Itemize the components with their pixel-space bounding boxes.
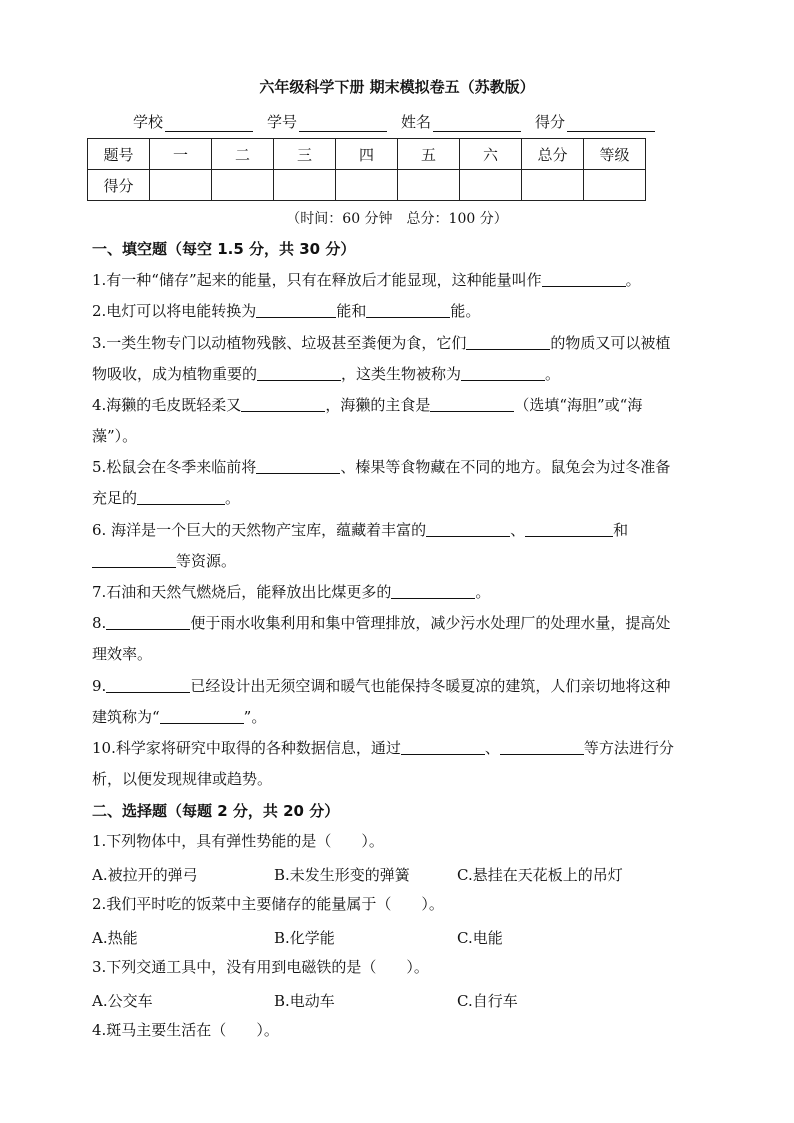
score-field[interactable] [535,111,655,132]
option-b[interactable]: B.未发生形变的弹簧 [274,866,410,884]
choice-question-4: 4.斑马主要生活在（ ）。 [92,1021,279,1039]
question-text: 建筑称为“ [92,708,160,726]
question-text: 5.松鼠会在冬季来临前将 [92,458,257,476]
score-blank[interactable] [567,114,655,132]
question-2 [92,296,704,327]
option-b[interactable]: B.电动车 [274,992,335,1010]
score-input-cell[interactable] [522,170,584,201]
section-heading: 一、填空题（每空 1.5 分，共 30 分） [92,240,356,258]
question-4 [92,390,704,452]
answer-blank[interactable] [366,301,450,318]
table-cell: 三 [274,139,336,170]
score-input-cell[interactable] [460,170,522,201]
table-cell: 六 [460,139,522,170]
question-text: 7.石油和天然气燃烧后，能释放出比煤更多的 [92,583,392,601]
question-text: ，这类生物被称为 [341,365,462,383]
answer-blank[interactable] [461,364,545,381]
section-heading: 二、选择题（每题 2 分，共 20 分） [92,802,340,820]
table-cell: 一 [150,139,212,170]
id-blank[interactable] [299,114,387,132]
choice-question-3: 3.下列交通工具中，没有用到电磁铁的是（ ）。 [92,958,429,976]
page-title: 六年级科学下册 期末模拟卷五（苏教版） [259,78,535,96]
question-text: 藻”）。 [92,427,138,445]
answer-blank[interactable] [466,333,550,350]
answer-blank[interactable] [500,738,584,755]
table-cell: 总分 [522,139,584,170]
choice-question-1: 1.下列物体中，具有弹性势能的是（ ）。 [92,832,384,850]
question-text: 的物质又可以被植 [550,334,671,352]
option-a[interactable]: A.被拉开的弹弓 [92,866,198,884]
score-input-cell[interactable] [584,170,646,201]
question-text: 已经设计出无须空调和暖气也能保持冬暖夏凉的建筑，人们亲切地将这种 [190,677,671,695]
table-cell: 二 [212,139,274,170]
option-b[interactable]: B.化学能 [274,929,335,947]
answer-blank[interactable] [430,395,514,412]
question-text: 10.科学家将研究中取得的各种数据信息，通过 [92,739,401,757]
name-field[interactable] [401,111,521,132]
option-a[interactable]: A.热能 [92,929,138,947]
option-a[interactable]: A.公交车 [92,992,153,1010]
option-c[interactable]: C.电能 [457,929,503,947]
table-cell: 得分 [88,170,150,201]
time-note: （时间：60 分钟 总分：100 分） [286,211,508,227]
question-text: 理效率。 [92,645,153,663]
score-table [87,138,646,201]
question-text: 1.有一种“储存”起来的能量，只有在释放后才能显现，这种能量叫作 [92,271,542,289]
question-1 [92,265,704,296]
question-8 [92,608,704,670]
question-text: 。 [475,583,491,601]
answer-blank[interactable] [401,738,485,755]
question-text: 4.海獭的毛皮既轻柔又 [92,396,242,414]
question-9 [92,671,704,733]
question-text: 能和 [336,302,367,320]
school-label: 学校 [133,113,164,131]
id-field[interactable] [267,111,387,132]
answer-blank[interactable] [160,707,244,724]
answer-blank[interactable] [241,395,325,412]
question-text: 、 [484,739,500,757]
question-text: 6. 海洋是一个巨大的天然物产宝库，蕴藏着丰富的 [92,521,427,539]
question-text: 、 [510,521,526,539]
question-text: 2.电灯可以将电能转换为 [92,302,257,320]
answer-blank[interactable] [525,520,613,537]
table-score-row [88,170,646,201]
question-text: 。 [545,365,561,383]
question-text: 。 [625,271,641,289]
school-blank[interactable] [165,114,253,132]
question-text: （选填“海胆”或“海 [514,396,643,414]
question-text: ，海獭的主食是 [325,396,431,414]
choice-question-2: 2.我们平时吃的饭菜中主要储存的能量属于（ ）。 [92,895,444,913]
score-input-cell[interactable] [398,170,460,201]
table-cell: 五 [398,139,460,170]
question-text: 和 [613,521,629,539]
answer-blank[interactable] [391,582,475,599]
score-input-cell[interactable] [274,170,336,201]
answer-blank[interactable] [106,613,190,630]
table-cell: 题号 [88,139,150,170]
score-input-cell[interactable] [336,170,398,201]
question-text: 等资源。 [176,552,237,570]
answer-blank[interactable] [256,301,336,318]
student-info-row [133,111,693,132]
question-text: 8. [92,614,107,632]
question-text: 能。 [450,302,481,320]
question-text: 9. [92,677,107,695]
question-text: ”。 [243,708,267,726]
answer-blank[interactable] [542,270,626,287]
question-text: 、榛果等食物藏在不同的地方。鼠兔会为过冬准备 [340,458,671,476]
id-label: 学号 [267,113,298,131]
score-label: 得分 [535,113,566,131]
option-c[interactable]: C.悬挂在天花板上的吊灯 [457,866,623,884]
table-cell: 四 [336,139,398,170]
question-text: 3.一类生物专门以动植物残骸、垃圾甚至粪便为食，它们 [92,334,467,352]
school-field[interactable] [133,111,253,132]
question-10 [92,733,704,795]
name-blank[interactable] [433,114,521,132]
question-text: 充足的 [92,489,138,507]
name-label: 姓名 [401,113,432,131]
option-c[interactable]: C.自行车 [457,992,518,1010]
answer-blank[interactable] [137,488,225,505]
question-7 [92,577,704,608]
question-6 [92,515,704,577]
question-3 [92,328,704,390]
question-text: 。 [225,489,241,507]
answer-blank[interactable] [92,551,176,568]
question-text: 等方法进行分 [583,739,674,757]
score-input-cell[interactable] [150,170,212,201]
score-input-cell[interactable] [212,170,274,201]
question-text: 物吸收，成为植物重要的 [92,365,258,383]
answer-blank[interactable] [256,457,340,474]
question-text: 便于雨水收集利用和集中管理排放，减少污水处理厂的处理水量，提高处 [190,614,671,632]
table-header-row [88,139,646,170]
question-5 [92,452,704,514]
table-cell: 等级 [584,139,646,170]
answer-blank[interactable] [426,520,510,537]
question-text: 析，以便发现规律或趋势。 [92,770,273,788]
answer-blank[interactable] [257,364,341,381]
answer-blank[interactable] [106,676,190,693]
